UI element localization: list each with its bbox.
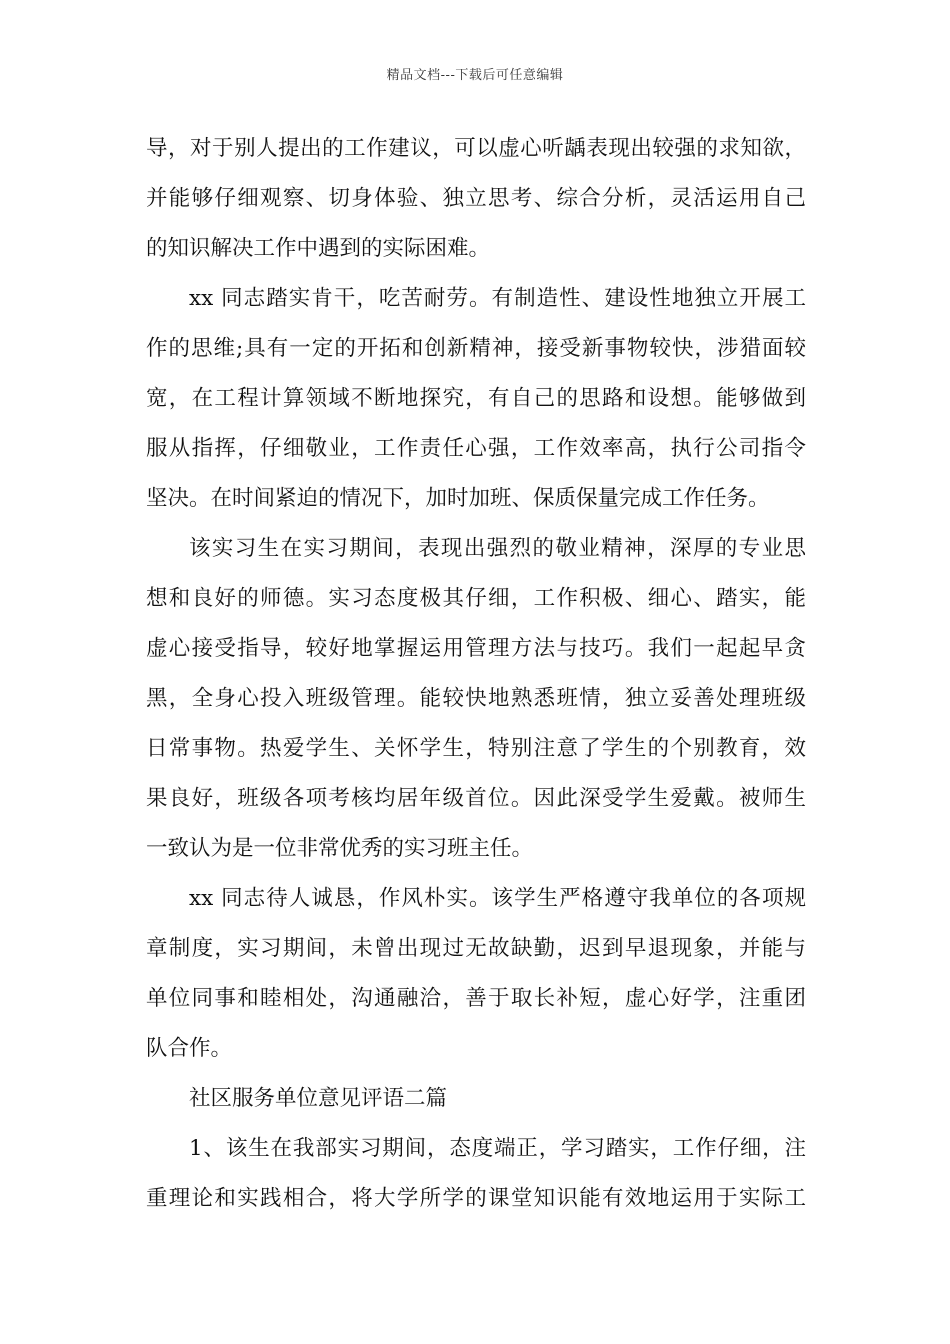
text-line: xx 同志待人诚恳，作风朴实。该学生严格遵守我单位的各项规 bbox=[189, 886, 806, 911]
page-header: 精品文档---下载后可任意编辑 bbox=[386, 68, 564, 83]
text-line: 重理论和实践相合，将大学所学的课堂知识能有效地运用于实际工 bbox=[146, 1186, 806, 1211]
text-line: 社区服务单位意见评语二篇 bbox=[189, 1086, 448, 1111]
text-line: 服从指挥，仔细敬业，工作责任心强，工作效率高，执行公司指令 bbox=[146, 436, 806, 461]
text-line: 宽，在工程计算领域不断地探究，有自己的思路和设想。能够做到 bbox=[146, 386, 806, 411]
text-line: 黑，全身心投入班级管理。能较快地熟悉班情，独立妥善处理班级 bbox=[146, 686, 806, 711]
text-line: 作的思维;具有一定的开拓和创新精神，接受新事物较快，涉猎面较 bbox=[146, 336, 806, 361]
text-line: 日常事物。热爱学生、关怀学生，特别注意了学生的个别教育，效 bbox=[146, 736, 806, 761]
text-line: 一致认为是一位非常优秀的实习班主任。 bbox=[146, 836, 534, 861]
text-line: 的知识解决工作中遇到的实际困难。 bbox=[146, 236, 491, 261]
text-line: 导，对于别人提出的工作建议，可以虚心听龋表现出较强的求知欲， bbox=[146, 136, 806, 161]
text-line: 虚心接受指导，较好地掌握运用管理方法与技巧。我们一起起早贪 bbox=[146, 636, 806, 661]
document-body bbox=[146, 124, 806, 1224]
text-line: 队合作。 bbox=[146, 1036, 233, 1061]
text-line: 单位同事和睦相处，沟通融洽，善于取长补短，虚心好学，注重团 bbox=[146, 986, 806, 1011]
text-line: 果良好，班级各项考核均居年级首位。因此深受学生爱戴。被师生 bbox=[146, 786, 806, 811]
text-line: 章制度，实习期间，未曾出现过无故缺勤，迟到早退现象，并能与 bbox=[146, 936, 806, 961]
text-line: 想和良好的师德。实习态度极其仔细，工作积极、细心、踏实，能 bbox=[146, 586, 806, 611]
text-line: 坚决。在时间紧迫的情况下，加时加班、保质保量完成工作任务。 bbox=[146, 486, 770, 511]
text-line: 该实习生在实习期间，表现出强烈的敬业精神，深厚的专业思 bbox=[189, 536, 806, 561]
text-line: 并能够仔细观察、切身体验、独立思考、综合分析，灵活运用自己 bbox=[146, 186, 806, 211]
text-line: 1、该生在我部实习期间，态度端正，学习踏实，工作仔细，注 bbox=[189, 1136, 806, 1161]
text-line: xx 同志踏实肯干，吃苦耐劳。有制造性、建设性地独立开展工 bbox=[189, 286, 806, 311]
